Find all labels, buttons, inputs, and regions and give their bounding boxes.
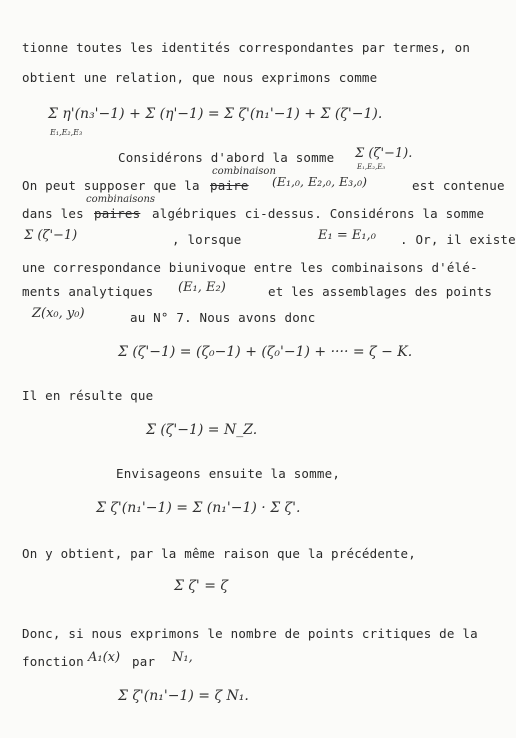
text-line-9: au N° 7. Nous avons donc xyxy=(130,310,316,325)
n1-symbol: N₁, xyxy=(172,650,193,665)
text-line-7: une correspondance biunivoque entre les combinaisons d'élé- xyxy=(22,260,478,275)
text-line-3: Considérons d'abord la somme xyxy=(118,150,335,165)
text-line-1: tionne toutes les identités correspondantes par termes, on xyxy=(22,40,471,55)
pair-e1-e2: (E₁, E₂) xyxy=(178,280,226,295)
struck-word-paires: paires xyxy=(94,206,141,221)
text-line-8: ments analytiques xyxy=(22,284,154,299)
condition-e1: E₁ = E₁,₀ xyxy=(318,228,376,243)
text-line-11: Envisageons ensuite la somme, xyxy=(116,466,341,481)
text-line-8b: et les assemblages des points xyxy=(268,284,493,299)
text-line-14: fonction xyxy=(22,654,84,669)
text-line-10: Il en résulte que xyxy=(22,388,154,403)
equation-6: Σ ζ'(n₁'−1) = ζ N₁. xyxy=(118,688,249,704)
text-line-6: , lorsque xyxy=(172,232,242,247)
equation-5: Σ ζ' = ζ xyxy=(174,578,229,594)
text-line-4b: est contenue xyxy=(412,178,505,193)
sum-zeta-subscript: E₁,E₂,E₃ xyxy=(357,163,386,171)
struck-word-paire: paire xyxy=(210,178,249,193)
equation-4: Σ ζ'(n₁'−1) = Σ (n₁'−1) · Σ ζ'. xyxy=(96,500,301,516)
handwritten-combinaison: combinaison xyxy=(212,166,276,177)
function-a1: A₁(x) xyxy=(88,650,121,665)
equation-1: Σ η'(n₃'−1) + Σ (η'−1) = Σ ζ'(n₁'−1) + Σ (ζ'−1). xyxy=(48,106,383,122)
equation-1-subscript: E₁,E₂,E₃ xyxy=(50,128,83,137)
text-line-6b: . Or, il existe xyxy=(400,232,516,247)
text-line-2: obtient une relation, que nous exprimons comme xyxy=(22,70,378,85)
equation-3: Σ (ζ'−1) = N_Z. xyxy=(146,422,258,438)
handwritten-combinaisons: combinaisons xyxy=(86,194,156,205)
sum-zeta: Σ (ζ'−1). xyxy=(355,146,413,161)
text-line-14b: par xyxy=(132,654,156,669)
triple-elements: (E₁,₀, E₂,₀, E₃,₀) xyxy=(272,174,368,189)
sum-e1-e2: Σ (ζ'−1) xyxy=(24,228,78,243)
text-line-5: dans les xyxy=(22,206,84,221)
text-line-4: On peut supposer que la xyxy=(22,178,200,193)
text-line-5b: algébriques ci-dessus. Considérons la somme xyxy=(152,206,485,221)
text-line-12: On y obtient, par la même raison que la précédente, xyxy=(22,546,417,561)
point-z: Z(x₀, y₀) xyxy=(32,306,85,321)
text-line-13: Donc, si nous exprimons le nombre de points critiques de la xyxy=(22,626,478,641)
equation-2: Σ (ζ'−1) = (ζ₀−1) + (ζ₀'−1) + ···· = ζ − K. xyxy=(118,344,413,360)
